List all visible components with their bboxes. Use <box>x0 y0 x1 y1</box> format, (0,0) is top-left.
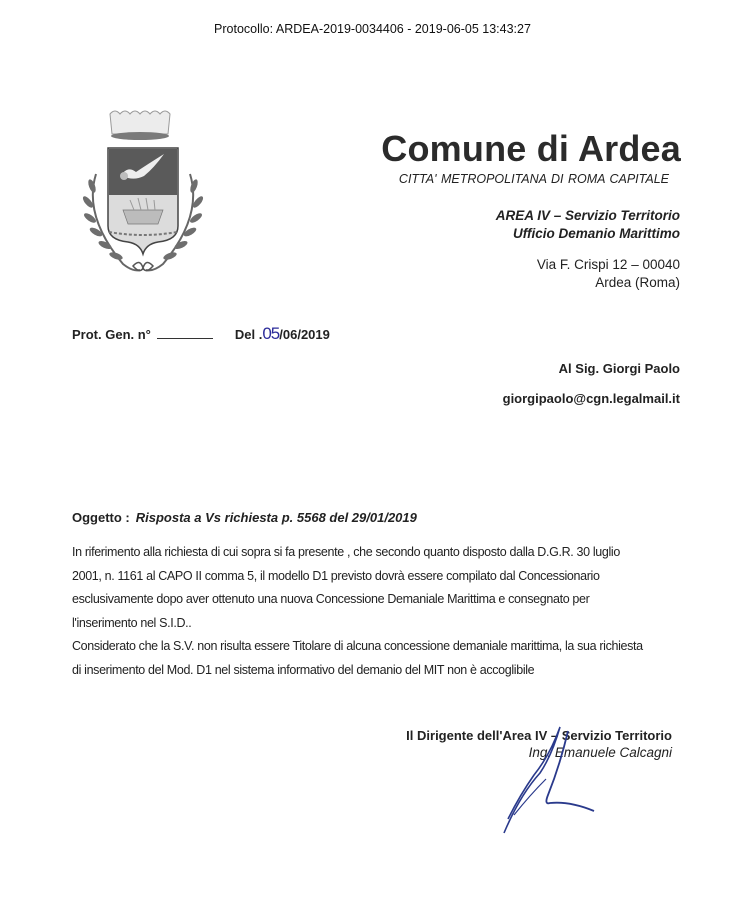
letter-body <box>72 541 692 682</box>
shield-icon <box>108 148 178 254</box>
subject-text: Risposta a Vs richiesta p. 5568 del 29/01/2019 <box>135 510 417 525</box>
department-area: AREA IV – Servizio Territorio <box>495 208 680 223</box>
department-office: Ufficio Demanio Marittimo <box>512 226 680 241</box>
signatory-name: Ing. Emanuele Calcagni <box>528 745 672 760</box>
protocol-reference: Prot. Gen. n° Del .05/06/2019 <box>72 324 330 343</box>
protocol-date-label: Del <box>234 327 256 342</box>
address-street: Via F. Crispi 12 – 00040 <box>536 257 680 272</box>
address-city: Ardea (Roma) <box>595 275 680 290</box>
body-line: esclusivamente dopo aver ottenuto una nuova Concessione Demaniale Marittima e consegnato per <box>72 592 590 606</box>
crown-icon <box>110 111 170 140</box>
recipient-name: Al Sig. Giorgi Paolo <box>558 361 680 376</box>
handwritten-signature-icon <box>490 715 660 845</box>
body-line: Considerato che la S.V. non risulta essere Titolare di alcuna concessione demaniale marittima, la sua richiesta <box>72 639 643 653</box>
protocol-header: Protocollo: ARDEA-2019-0034406 - 2019-06-05 13:43:27 <box>214 22 531 36</box>
recipient-email: giorgipaolo@cgn.legalmail.it <box>502 391 680 406</box>
signatory-role: Il Dirigente dell'Area IV – Servizio Territorio <box>406 728 672 743</box>
municipality-subtitle: CITTA' METROPOLITANA DI ROMA CAPITALE <box>398 172 669 186</box>
municipality-title: Comune di Ardea <box>381 128 681 169</box>
body-line: 2001, n. 1161 al CAPO II comma 5, il modello D1 previsto dovrà essere compilato dal Concessionario <box>72 568 600 583</box>
subject-line <box>72 510 417 525</box>
coat-of-arms-icon <box>78 106 228 286</box>
address-block <box>537 256 680 292</box>
protocol-date-day-stamp: 05 <box>262 324 280 343</box>
department-block <box>496 207 680 243</box>
body-line: di inserimento del Mod. D1 nel sistema informativo del demanio del MIT non è accoglibile <box>72 662 535 677</box>
body-line: In riferimento alla richiesta di cui sopra si fa presente , che secondo quanto disposto dalla D.G.R. 30 luglio <box>72 545 620 559</box>
protocol-number-blank <box>157 326 213 339</box>
protocol-number-label: Prot. Gen. n° <box>72 327 151 342</box>
body-line: l'inserimento nel S.I.D.. <box>72 615 192 630</box>
protocol-date-rest: /06/2019 <box>279 327 330 342</box>
subject-label: Oggetto : <box>72 510 130 525</box>
